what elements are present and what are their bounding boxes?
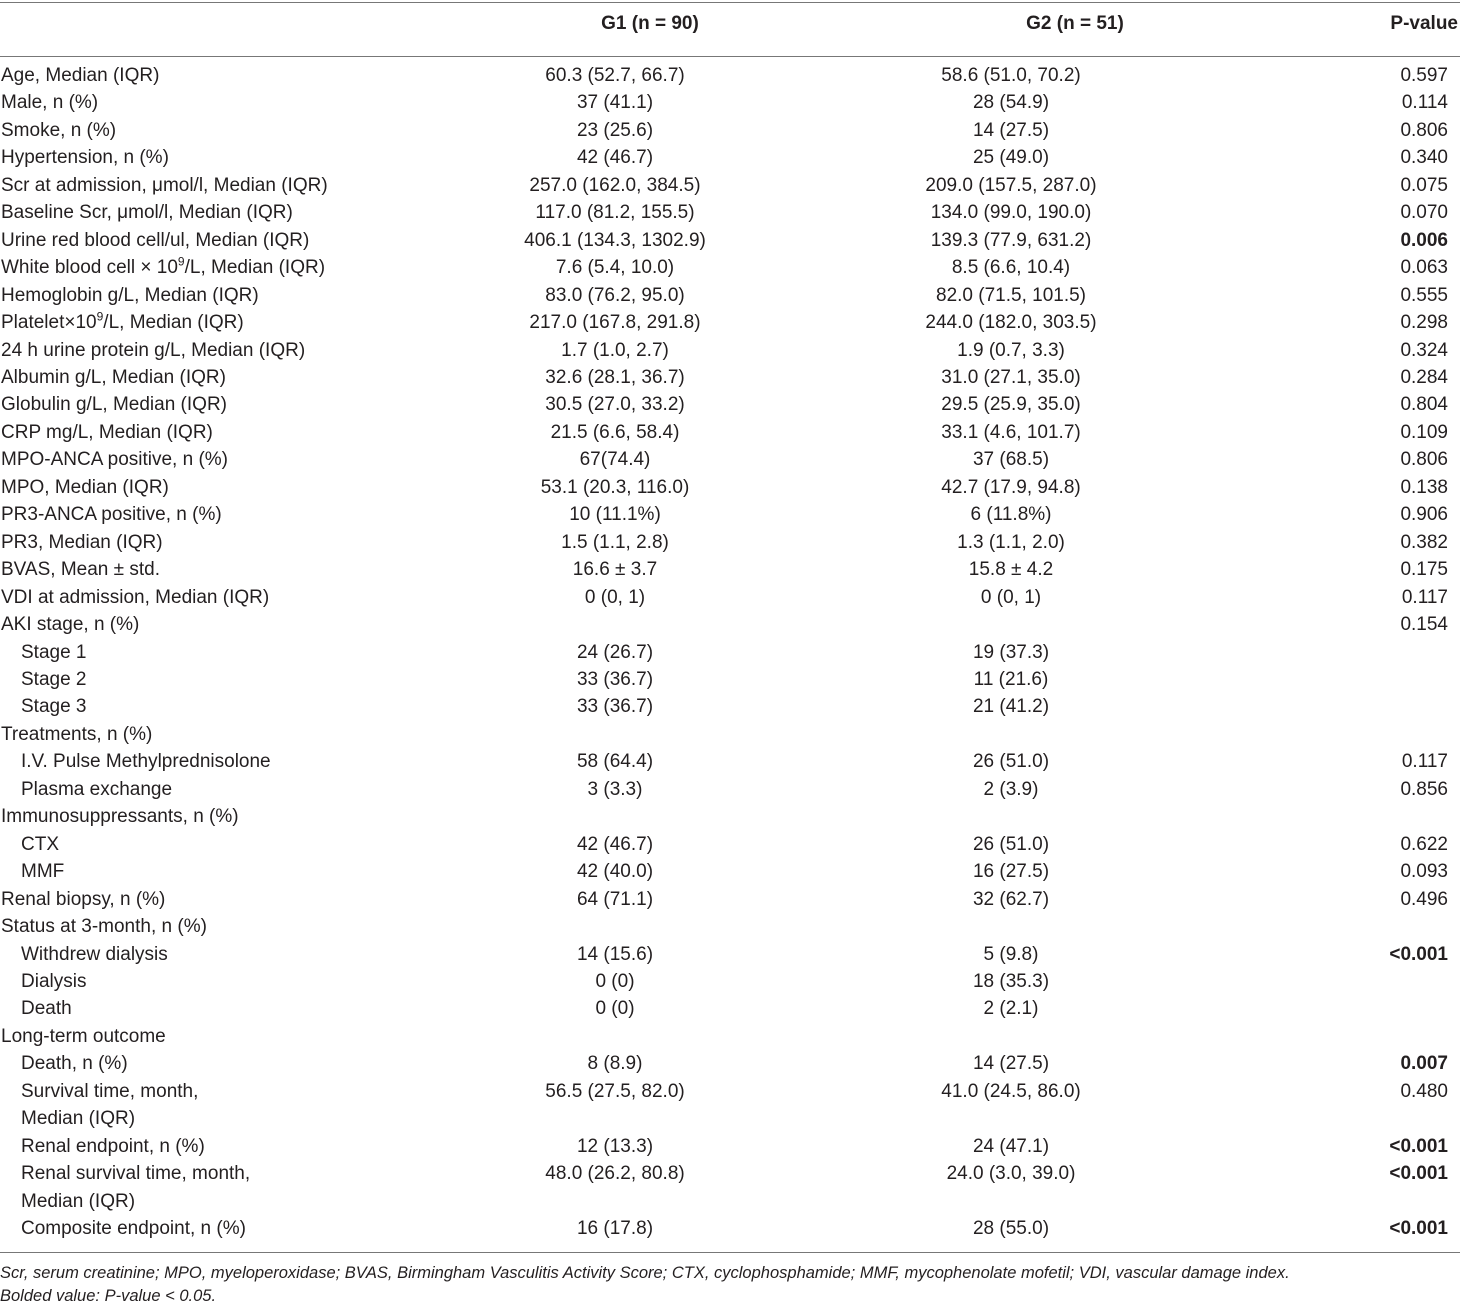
row-label: Renal biopsy, n (%) xyxy=(1,888,166,910)
row-label: 24 h urine protein g/L, Median (IQR) xyxy=(1,339,306,361)
cell-g1 xyxy=(470,721,845,748)
cell-p-value: 0.063 xyxy=(1400,257,1448,279)
row-label: Hemoglobin g/L, Median (IQR) xyxy=(1,284,259,306)
cell-g1: 83.0 (76.2, 95.0) xyxy=(545,284,685,306)
cell-g2: 14 (27.5) xyxy=(972,119,1050,141)
table-row xyxy=(0,995,1460,1022)
cell-g2: 1.9 (0.7, 3.3) xyxy=(957,339,1065,361)
row-label: PR3, Median (IQR) xyxy=(1,531,163,553)
row-label: Scr at admission, μmol/l, Median (IQR) xyxy=(1,174,328,196)
cell-p-value: 0.340 xyxy=(1400,147,1448,169)
row-label: Stage 3 xyxy=(21,696,87,718)
cell-g1: 23 (25.6) xyxy=(576,119,654,141)
table-row xyxy=(0,666,1460,693)
cell-g1: 56.5 (27.5, 82.0) xyxy=(545,1080,685,1102)
cell-g1: 1.5 (1.1, 2.8) xyxy=(561,531,669,553)
cell-g1: 42 (46.7) xyxy=(576,147,654,169)
cell-g1: 3 (3.3) xyxy=(587,778,643,800)
cell-p-value: 0.856 xyxy=(1400,778,1448,800)
table-row xyxy=(0,1050,1460,1077)
table-row xyxy=(0,693,1460,720)
table-row xyxy=(0,501,1460,528)
cell-p-value: 0.154 xyxy=(1400,614,1448,636)
row-label xyxy=(0,309,470,336)
row-label: Stage 2 xyxy=(21,668,87,690)
cell-p-value: 0.138 xyxy=(1400,476,1448,498)
cell-g1: 1.7 (1.0, 2.7) xyxy=(561,339,669,361)
row-label-superscript: 9 xyxy=(96,309,104,324)
cell-g1: 33 (36.7) xyxy=(576,696,654,718)
cell-g2 xyxy=(845,1188,1305,1215)
row-label: I.V. Pulse Methylprednisolone xyxy=(21,751,271,773)
cell-g2: 15.8 ± 4.2 xyxy=(968,559,1054,581)
cell-g1: 37 (41.1) xyxy=(576,92,654,114)
cell-g1: 14 (15.6) xyxy=(576,943,654,965)
row-label: Status at 3-month, n (%) xyxy=(1,916,207,938)
cell-p-value: 0.382 xyxy=(1400,531,1448,553)
row-label-text: /L, Median (IQR) xyxy=(184,257,326,279)
cell-g2: 29.5 (25.9, 35.0) xyxy=(941,394,1081,416)
cell-p-value xyxy=(1305,721,1460,748)
cell-g1: 53.1 (20.3, 116.0) xyxy=(540,476,690,498)
row-label: CTX xyxy=(21,833,59,855)
cell-g1: 406.1 (134.3, 1302.9) xyxy=(524,229,706,251)
row-label: Smoke, n (%) xyxy=(1,119,117,141)
cell-p-value: 0.622 xyxy=(1400,833,1448,855)
cell-g2 xyxy=(845,913,1305,940)
row-label: Renal survival time, month, xyxy=(21,1163,251,1185)
table-row xyxy=(0,1215,1460,1242)
row-label: Age, Median (IQR) xyxy=(1,65,160,86)
row-label: Long-term outcome xyxy=(1,1025,166,1047)
cell-g2 xyxy=(845,803,1305,830)
row-label: MPO, Median (IQR) xyxy=(1,476,169,498)
header-g1: G1 (n = 90) xyxy=(601,13,699,34)
row-label: Albumin g/L, Median (IQR) xyxy=(1,366,226,388)
row-label: PR3-ANCA positive, n (%) xyxy=(1,504,222,526)
cell-p-value: <0.001 xyxy=(1389,943,1448,965)
cell-p-value: 0.117 xyxy=(1401,586,1448,608)
row-label: Survival time, month, xyxy=(21,1080,199,1102)
cell-p-value: 0.006 xyxy=(1400,229,1448,251)
cell-p-value: 0.496 xyxy=(1400,888,1448,910)
row-label xyxy=(0,254,470,281)
cell-g1: 48.0 (26.2, 80.8) xyxy=(545,1163,685,1185)
cell-g2: 18 (35.3) xyxy=(972,970,1050,992)
row-label: Treatments, n (%) xyxy=(1,723,153,745)
row-label: BVAS, Mean ± std. xyxy=(1,559,160,581)
cell-p-value: 0.114 xyxy=(1401,92,1448,114)
cell-p-value: 0.007 xyxy=(1400,1053,1448,1075)
cell-g1 xyxy=(470,803,845,830)
row-label: Baseline Scr, μmol/l, Median (IQR) xyxy=(1,202,293,224)
cell-g1 xyxy=(470,1188,845,1215)
header-rule xyxy=(0,56,1460,57)
cell-g2: 16 (27.5) xyxy=(972,861,1050,883)
cell-g1: 64 (71.1) xyxy=(576,888,654,910)
cell-p-value xyxy=(1305,968,1460,995)
cell-g2: 24 (47.1) xyxy=(972,1135,1050,1157)
cell-g1: 21.5 (6.6, 58.4) xyxy=(550,421,680,443)
row-label: Withdrew dialysis xyxy=(21,943,168,965)
cell-p-value: <0.001 xyxy=(1389,1218,1448,1240)
table-row xyxy=(0,419,1460,446)
row-label: Composite endpoint, n (%) xyxy=(21,1218,246,1240)
cell-g2: 8.5 (6.6, 10.4) xyxy=(951,257,1071,279)
table-row xyxy=(0,1105,1460,1132)
cell-g1: 10 (11.1%) xyxy=(569,504,661,526)
cell-p-value: 0.555 xyxy=(1400,284,1448,306)
row-label: Male, n (%) xyxy=(1,92,99,114)
row-label-text: /L, Median (IQR) xyxy=(103,312,244,334)
row-label: Renal endpoint, n (%) xyxy=(21,1135,205,1157)
cell-g2: 28 (54.9) xyxy=(972,92,1050,114)
table-row xyxy=(0,1188,1460,1215)
table-body xyxy=(0,62,1460,1242)
table-row xyxy=(0,941,1460,968)
cell-p-value: 0.070 xyxy=(1400,202,1448,224)
cell-g1: 67(74.4) xyxy=(579,449,651,471)
cell-g2: 42.7 (17.9, 94.8) xyxy=(941,476,1081,498)
table-row xyxy=(0,1078,1460,1105)
row-label: VDI at admission, Median (IQR) xyxy=(1,586,270,608)
table-row xyxy=(0,611,1460,638)
cell-g2: 32 (62.7) xyxy=(972,888,1050,910)
table-row xyxy=(0,529,1460,556)
table-row xyxy=(0,172,1460,199)
cell-p-value: 0.906 xyxy=(1400,504,1448,526)
cell-p-value xyxy=(1305,995,1460,1022)
cell-p-value: 0.804 xyxy=(1400,394,1448,416)
header-p-value: P-value xyxy=(1390,13,1458,34)
table-row xyxy=(0,227,1460,254)
cell-g2: 31.0 (27.1, 35.0) xyxy=(941,366,1081,388)
row-label: Globulin g/L, Median (IQR) xyxy=(1,394,227,416)
cell-g2: 134.0 (99.0, 190.0) xyxy=(930,202,1092,224)
table-row xyxy=(0,831,1460,858)
cell-p-value: 0.175 xyxy=(1400,559,1448,581)
table-row xyxy=(0,721,1460,748)
cell-g1: 32.6 (28.1, 36.7) xyxy=(545,366,685,388)
table-row xyxy=(0,1160,1460,1187)
cell-p-value: 0.480 xyxy=(1400,1080,1448,1102)
header-g2: G2 (n = 51) xyxy=(1026,13,1124,34)
cell-g2: 2 (3.9) xyxy=(983,778,1039,800)
row-label: MMF xyxy=(21,861,65,883)
table-row xyxy=(0,1133,1460,1160)
table-row xyxy=(0,199,1460,226)
cell-p-value: 0.284 xyxy=(1400,366,1448,388)
cell-g2 xyxy=(845,1105,1305,1132)
table-header xyxy=(0,13,1460,43)
cell-g2: 5 (9.8) xyxy=(983,943,1039,965)
cell-g2: 26 (51.0) xyxy=(972,751,1050,773)
row-label-text: White blood cell × 10 xyxy=(1,257,178,279)
cell-g1: 217.0 (167.8, 291.8) xyxy=(529,312,701,334)
cell-g2: 28 (55.0) xyxy=(972,1218,1050,1240)
table-row xyxy=(0,803,1460,830)
cell-p-value: 0.806 xyxy=(1400,449,1448,471)
table-row xyxy=(0,337,1460,364)
row-label: AKI stage, n (%) xyxy=(1,614,140,636)
table-row xyxy=(0,391,1460,418)
cell-p-value: 0.806 xyxy=(1400,119,1448,141)
row-label: Immunosuppressants, n (%) xyxy=(1,806,239,828)
row-label: CRP mg/L, Median (IQR) xyxy=(1,421,213,443)
row-label: Death xyxy=(21,998,72,1020)
cell-g1: 8 (8.9) xyxy=(587,1053,643,1075)
table-row xyxy=(0,89,1460,116)
cell-g2: 41.0 (24.5, 86.0) xyxy=(941,1080,1081,1102)
cell-g1: 42 (40.0) xyxy=(576,861,654,883)
cell-g1: 117.0 (81.2, 155.5) xyxy=(535,202,695,224)
row-label: Dialysis xyxy=(21,970,87,992)
row-label: Median (IQR) xyxy=(21,1190,136,1212)
cell-p-value: <0.001 xyxy=(1389,1163,1448,1185)
cell-p-value xyxy=(1305,1188,1460,1215)
row-label: Urine red blood cell/ul, Median (IQR) xyxy=(1,229,310,251)
cell-g1: 12 (13.3) xyxy=(576,1135,654,1157)
table-row xyxy=(0,1023,1460,1050)
cell-g1: 60.3 (52.7, 66.7) xyxy=(545,65,685,86)
cell-g1: 16.6 ± 3.7 xyxy=(572,559,658,581)
footnote-abbreviations: Scr, serum creatinine; MPO, myeloperoxidase; BVAS, Birmingham Vasculitis Activity Score; CTX, cyclophosphamide; MMF, mycophenolate mofetil; VDI, vascular damage index. xyxy=(0,1264,1290,1282)
cell-p-value: 0.093 xyxy=(1400,861,1448,883)
cell-g2 xyxy=(845,611,1305,638)
table-row xyxy=(0,474,1460,501)
table-row xyxy=(0,446,1460,473)
cell-g1: 0 (0, 1) xyxy=(584,586,646,608)
row-label: Hypertension, n (%) xyxy=(1,147,169,169)
row-label-text: Platelet×10 xyxy=(1,312,97,334)
cell-g2 xyxy=(845,1023,1305,1050)
cell-g2: 0 (0, 1) xyxy=(980,586,1042,608)
cell-p-value: 0.117 xyxy=(1401,751,1448,773)
table-row xyxy=(0,858,1460,885)
cell-p-value: 0.324 xyxy=(1400,339,1448,361)
table-row xyxy=(0,364,1460,391)
cell-p-value: 0.597 xyxy=(1400,65,1448,86)
cell-g2: 82.0 (71.5, 101.5) xyxy=(936,284,1086,306)
cell-g1: 16 (17.8) xyxy=(576,1218,654,1240)
cell-g1: 257.0 (162.0, 384.5) xyxy=(529,174,701,196)
table-row xyxy=(0,968,1460,995)
table-row xyxy=(0,62,1460,89)
cell-p-value xyxy=(1305,639,1460,666)
cell-p-value xyxy=(1305,1023,1460,1050)
table-row xyxy=(0,748,1460,775)
table-row xyxy=(0,913,1460,940)
cell-g1: 58 (64.4) xyxy=(576,751,654,773)
cell-g2: 6 (11.8%) xyxy=(970,504,1052,526)
table-row xyxy=(0,144,1460,171)
bottom-rule xyxy=(0,1252,1460,1253)
cell-g1: 7.6 (5.4, 10.0) xyxy=(555,257,675,279)
cell-g2: 1.3 (1.1, 2.0) xyxy=(957,531,1065,553)
cell-g2: 2 (2.1) xyxy=(983,998,1039,1020)
table-row xyxy=(0,254,1460,281)
cell-p-value: <0.001 xyxy=(1389,1135,1448,1157)
cell-g2: 33.1 (4.6, 101.7) xyxy=(941,421,1081,443)
cell-p-value xyxy=(1305,803,1460,830)
cell-g1: 33 (36.7) xyxy=(576,668,654,690)
cell-g1 xyxy=(470,1105,845,1132)
cell-g1: 0 (0) xyxy=(595,998,635,1020)
cell-g2: 24.0 (3.0, 39.0) xyxy=(946,1163,1076,1185)
row-label: MPO-ANCA positive, n (%) xyxy=(1,449,228,471)
cell-g2: 58.6 (51.0, 70.2) xyxy=(941,65,1081,86)
table-row xyxy=(0,886,1460,913)
row-label: Median (IQR) xyxy=(21,1108,136,1130)
cell-p-value: 0.075 xyxy=(1400,174,1448,196)
cell-g2: 209.0 (157.5, 287.0) xyxy=(925,174,1097,196)
row-label: Plasma exchange xyxy=(21,778,173,800)
cell-g1: 42 (46.7) xyxy=(576,833,654,855)
table-row xyxy=(0,282,1460,309)
top-rule xyxy=(0,2,1460,3)
cell-g1: 30.5 (27.0, 33.2) xyxy=(545,394,685,416)
cell-g1: 0 (0) xyxy=(595,970,635,992)
cell-g2: 244.0 (182.0, 303.5) xyxy=(925,312,1097,334)
cell-g2: 37 (68.5) xyxy=(972,449,1050,471)
table-row xyxy=(0,776,1460,803)
table-row xyxy=(0,639,1460,666)
cell-p-value xyxy=(1305,913,1460,940)
row-label: Death, n (%) xyxy=(21,1053,128,1075)
cell-g1: 24 (26.7) xyxy=(576,641,654,663)
cell-g2: 14 (27.5) xyxy=(972,1053,1050,1075)
cell-g2: 26 (51.0) xyxy=(972,833,1050,855)
cell-g2: 11 (21.6) xyxy=(973,668,1049,690)
table-row xyxy=(0,309,1460,336)
cell-g2: 25 (49.0) xyxy=(972,147,1050,169)
cell-p-value xyxy=(1305,666,1460,693)
data-table xyxy=(0,62,1460,1242)
row-label: Stage 1 xyxy=(21,641,87,663)
table-row xyxy=(0,556,1460,583)
cell-g2 xyxy=(845,721,1305,748)
cell-p-value xyxy=(1305,693,1460,720)
cell-g1 xyxy=(470,611,845,638)
footnote xyxy=(0,1262,1460,1308)
row-label-superscript: 9 xyxy=(177,254,185,269)
cell-g1 xyxy=(470,913,845,940)
footnote-bold-note: Bolded value: P-value < 0.05. xyxy=(0,1287,217,1305)
cell-p-value: 0.109 xyxy=(1400,421,1448,443)
cell-g1 xyxy=(470,1023,845,1050)
table-row xyxy=(0,117,1460,144)
table-row xyxy=(0,584,1460,611)
cell-p-value: 0.298 xyxy=(1400,312,1448,334)
cell-g2: 139.3 (77.9, 631.2) xyxy=(930,229,1092,251)
cell-g2: 19 (37.3) xyxy=(972,641,1050,663)
cell-g2: 21 (41.2) xyxy=(972,696,1050,718)
cell-p-value xyxy=(1305,1105,1460,1132)
